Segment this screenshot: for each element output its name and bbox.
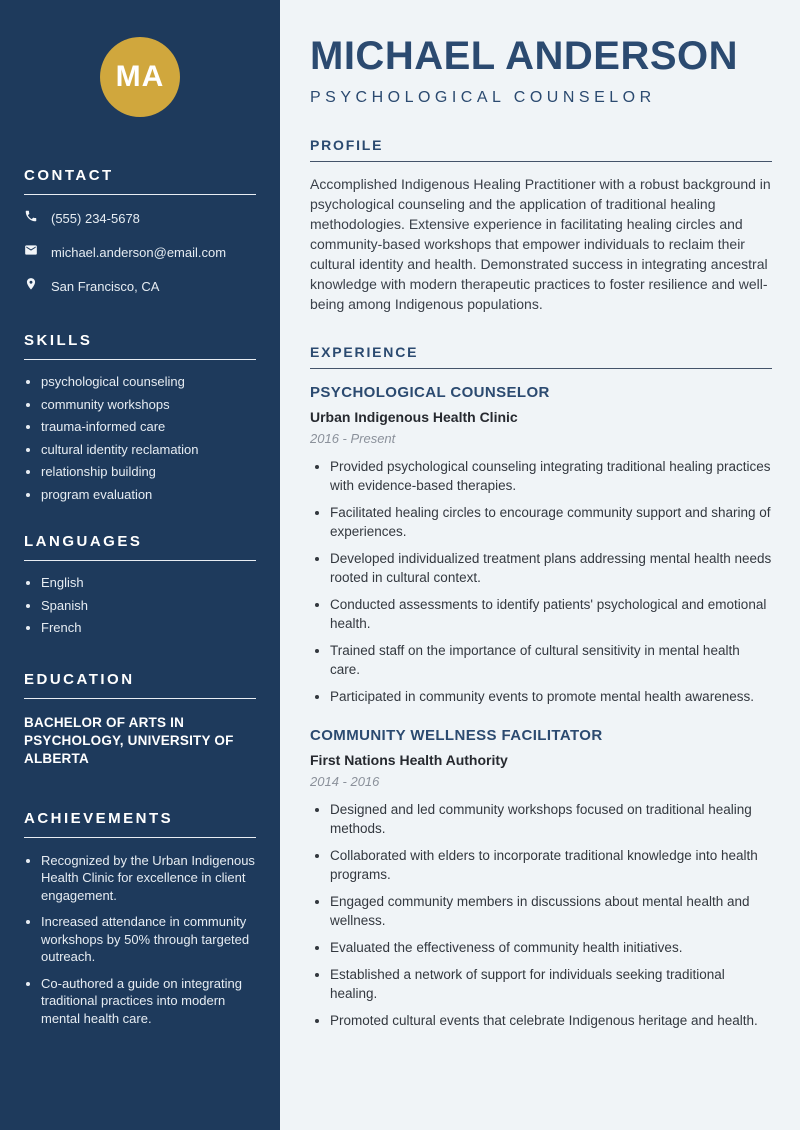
main-content bbox=[280, 0, 800, 1130]
job-bullet: • Provided psychological counseling integrating traditional healing practices with evidence-based therapies. bbox=[330, 457, 772, 495]
section-divider bbox=[24, 837, 256, 838]
achievements-list bbox=[24, 852, 256, 1028]
section-divider bbox=[24, 194, 256, 195]
job-bullet: • Promoted cultural events that celebrate Indigenous heritage and health. bbox=[330, 1011, 772, 1030]
skill-item: • relationship building bbox=[41, 465, 256, 479]
email-value: michael.anderson@email.com bbox=[51, 244, 227, 260]
skills-section bbox=[24, 332, 256, 501]
section-divider bbox=[24, 560, 256, 561]
skill-item: • trauma-informed care bbox=[41, 420, 256, 434]
job-bullet: • Participated in community events to promote mental health awareness. bbox=[330, 687, 772, 706]
contact-list bbox=[24, 207, 256, 297]
job-dates: 2014 - 2016 bbox=[310, 774, 380, 789]
job-company: First Nations Health Authority bbox=[310, 752, 508, 768]
job-bullet-list bbox=[310, 800, 772, 1030]
job-role: PSYCHOLOGICAL COUNSELOR bbox=[310, 384, 550, 401]
job-entry bbox=[310, 727, 772, 1030]
experience-section bbox=[310, 344, 772, 1030]
education-degree: BACHELOR OF ARTS IN PSYCHOLOGY, UNIVERSITY OF ALBERTA bbox=[24, 714, 234, 766]
job-bullet: • Evaluated the effectiveness of community health initiatives. bbox=[330, 938, 772, 957]
skills-section-title: SKILLS bbox=[24, 332, 93, 349]
job-bullet: • Engaged community members in discussions about mental health and wellness. bbox=[330, 892, 772, 930]
languages-section bbox=[24, 533, 256, 635]
achievements-section-title: ACHIEVEMENTS bbox=[24, 809, 174, 827]
profile-text: Accomplished Indigenous Healing Practitioner with a robust background in psychological counseling and the application of traditional healing methodologies. Extensive experience in facilitating healing circles and community-based workshops that empower individuals to reclaim their cultural identity and health. Demonstrated success in integrating ancestral knowledge with modern therapeutic practices to foster resilience and well-being among Indigenous populations. bbox=[310, 176, 771, 312]
avatar bbox=[100, 37, 180, 117]
contact-row-email bbox=[24, 241, 256, 263]
avatar-wrap bbox=[24, 37, 256, 117]
sidebar bbox=[0, 0, 280, 1130]
skill-item: • program evaluation bbox=[41, 488, 256, 502]
phone-icon bbox=[24, 209, 38, 228]
job-bullet: • Conducted assessments to identify patients' psychological and emotional health. bbox=[330, 595, 772, 633]
location-value: San Francisco, CA bbox=[51, 278, 160, 294]
job-company: Urban Indigenous Health Clinic bbox=[310, 409, 518, 425]
education-section bbox=[24, 671, 256, 768]
job-bullet: • Trained staff on the importance of cultural sensitivity in mental health care. bbox=[330, 641, 772, 679]
skill-item: • psychological counseling bbox=[41, 375, 256, 389]
person-job-title: PSYCHOLOGICAL COUNSELOR bbox=[310, 89, 656, 106]
avatar-initials: MA bbox=[115, 60, 165, 93]
experience-section-title: EXPERIENCE bbox=[310, 344, 419, 360]
languages-list bbox=[24, 576, 256, 635]
achievements-section bbox=[24, 810, 256, 1028]
section-divider bbox=[310, 161, 772, 162]
skills-list bbox=[24, 375, 256, 501]
phone-value: (555) 234-5678 bbox=[51, 210, 140, 226]
section-divider bbox=[24, 359, 256, 360]
achievement-item: • Co-authored a guide on integrating traditional practices into modern mental health care. bbox=[41, 975, 256, 1028]
job-dates: 2016 - Present bbox=[310, 431, 396, 446]
language-item: • French bbox=[41, 621, 256, 635]
achievement-item: • Increased attendance in community workshops by 50% through targeted outreach. bbox=[41, 913, 256, 966]
job-bullet-list bbox=[310, 457, 772, 706]
job-bullet: • Established a network of support for individuals seeking traditional healing. bbox=[330, 965, 772, 1003]
section-divider bbox=[24, 698, 256, 699]
contact-row-location bbox=[24, 275, 256, 297]
job-role: COMMUNITY WELLNESS FACILITATOR bbox=[310, 727, 603, 744]
job-bullet: • Designed and led community workshops focused on traditional healing methods. bbox=[330, 800, 772, 838]
profile-section bbox=[310, 137, 772, 314]
section-divider bbox=[310, 368, 772, 369]
job-bullet: • Developed individualized treatment plans addressing mental health needs rooted in cultural context. bbox=[330, 549, 772, 587]
education-section-title: EDUCATION bbox=[24, 670, 135, 688]
languages-section-title: LANGUAGES bbox=[24, 533, 143, 550]
language-item: • English bbox=[41, 576, 256, 590]
skill-item: • community workshops bbox=[41, 398, 256, 412]
language-item: • Spanish bbox=[41, 599, 256, 613]
profile-section-title: PROFILE bbox=[310, 137, 384, 153]
skill-item: • cultural identity reclamation bbox=[41, 443, 256, 457]
achievement-item: • Recognized by the Urban Indigenous Health Clinic for excellence in client engagement. bbox=[41, 852, 256, 905]
contact-row-phone bbox=[24, 207, 256, 229]
contact-section-title: CONTACT bbox=[24, 167, 114, 184]
job-bullet: • Facilitated healing circles to encourage community support and sharing of experiences. bbox=[330, 503, 772, 541]
contact-section bbox=[24, 167, 256, 297]
email-icon bbox=[24, 243, 38, 262]
person-name: MICHAEL ANDERSON bbox=[310, 34, 739, 78]
job-bullet: • Collaborated with elders to incorporate traditional knowledge into health programs. bbox=[330, 846, 772, 884]
location-icon bbox=[24, 277, 38, 296]
job-entry bbox=[310, 384, 772, 706]
